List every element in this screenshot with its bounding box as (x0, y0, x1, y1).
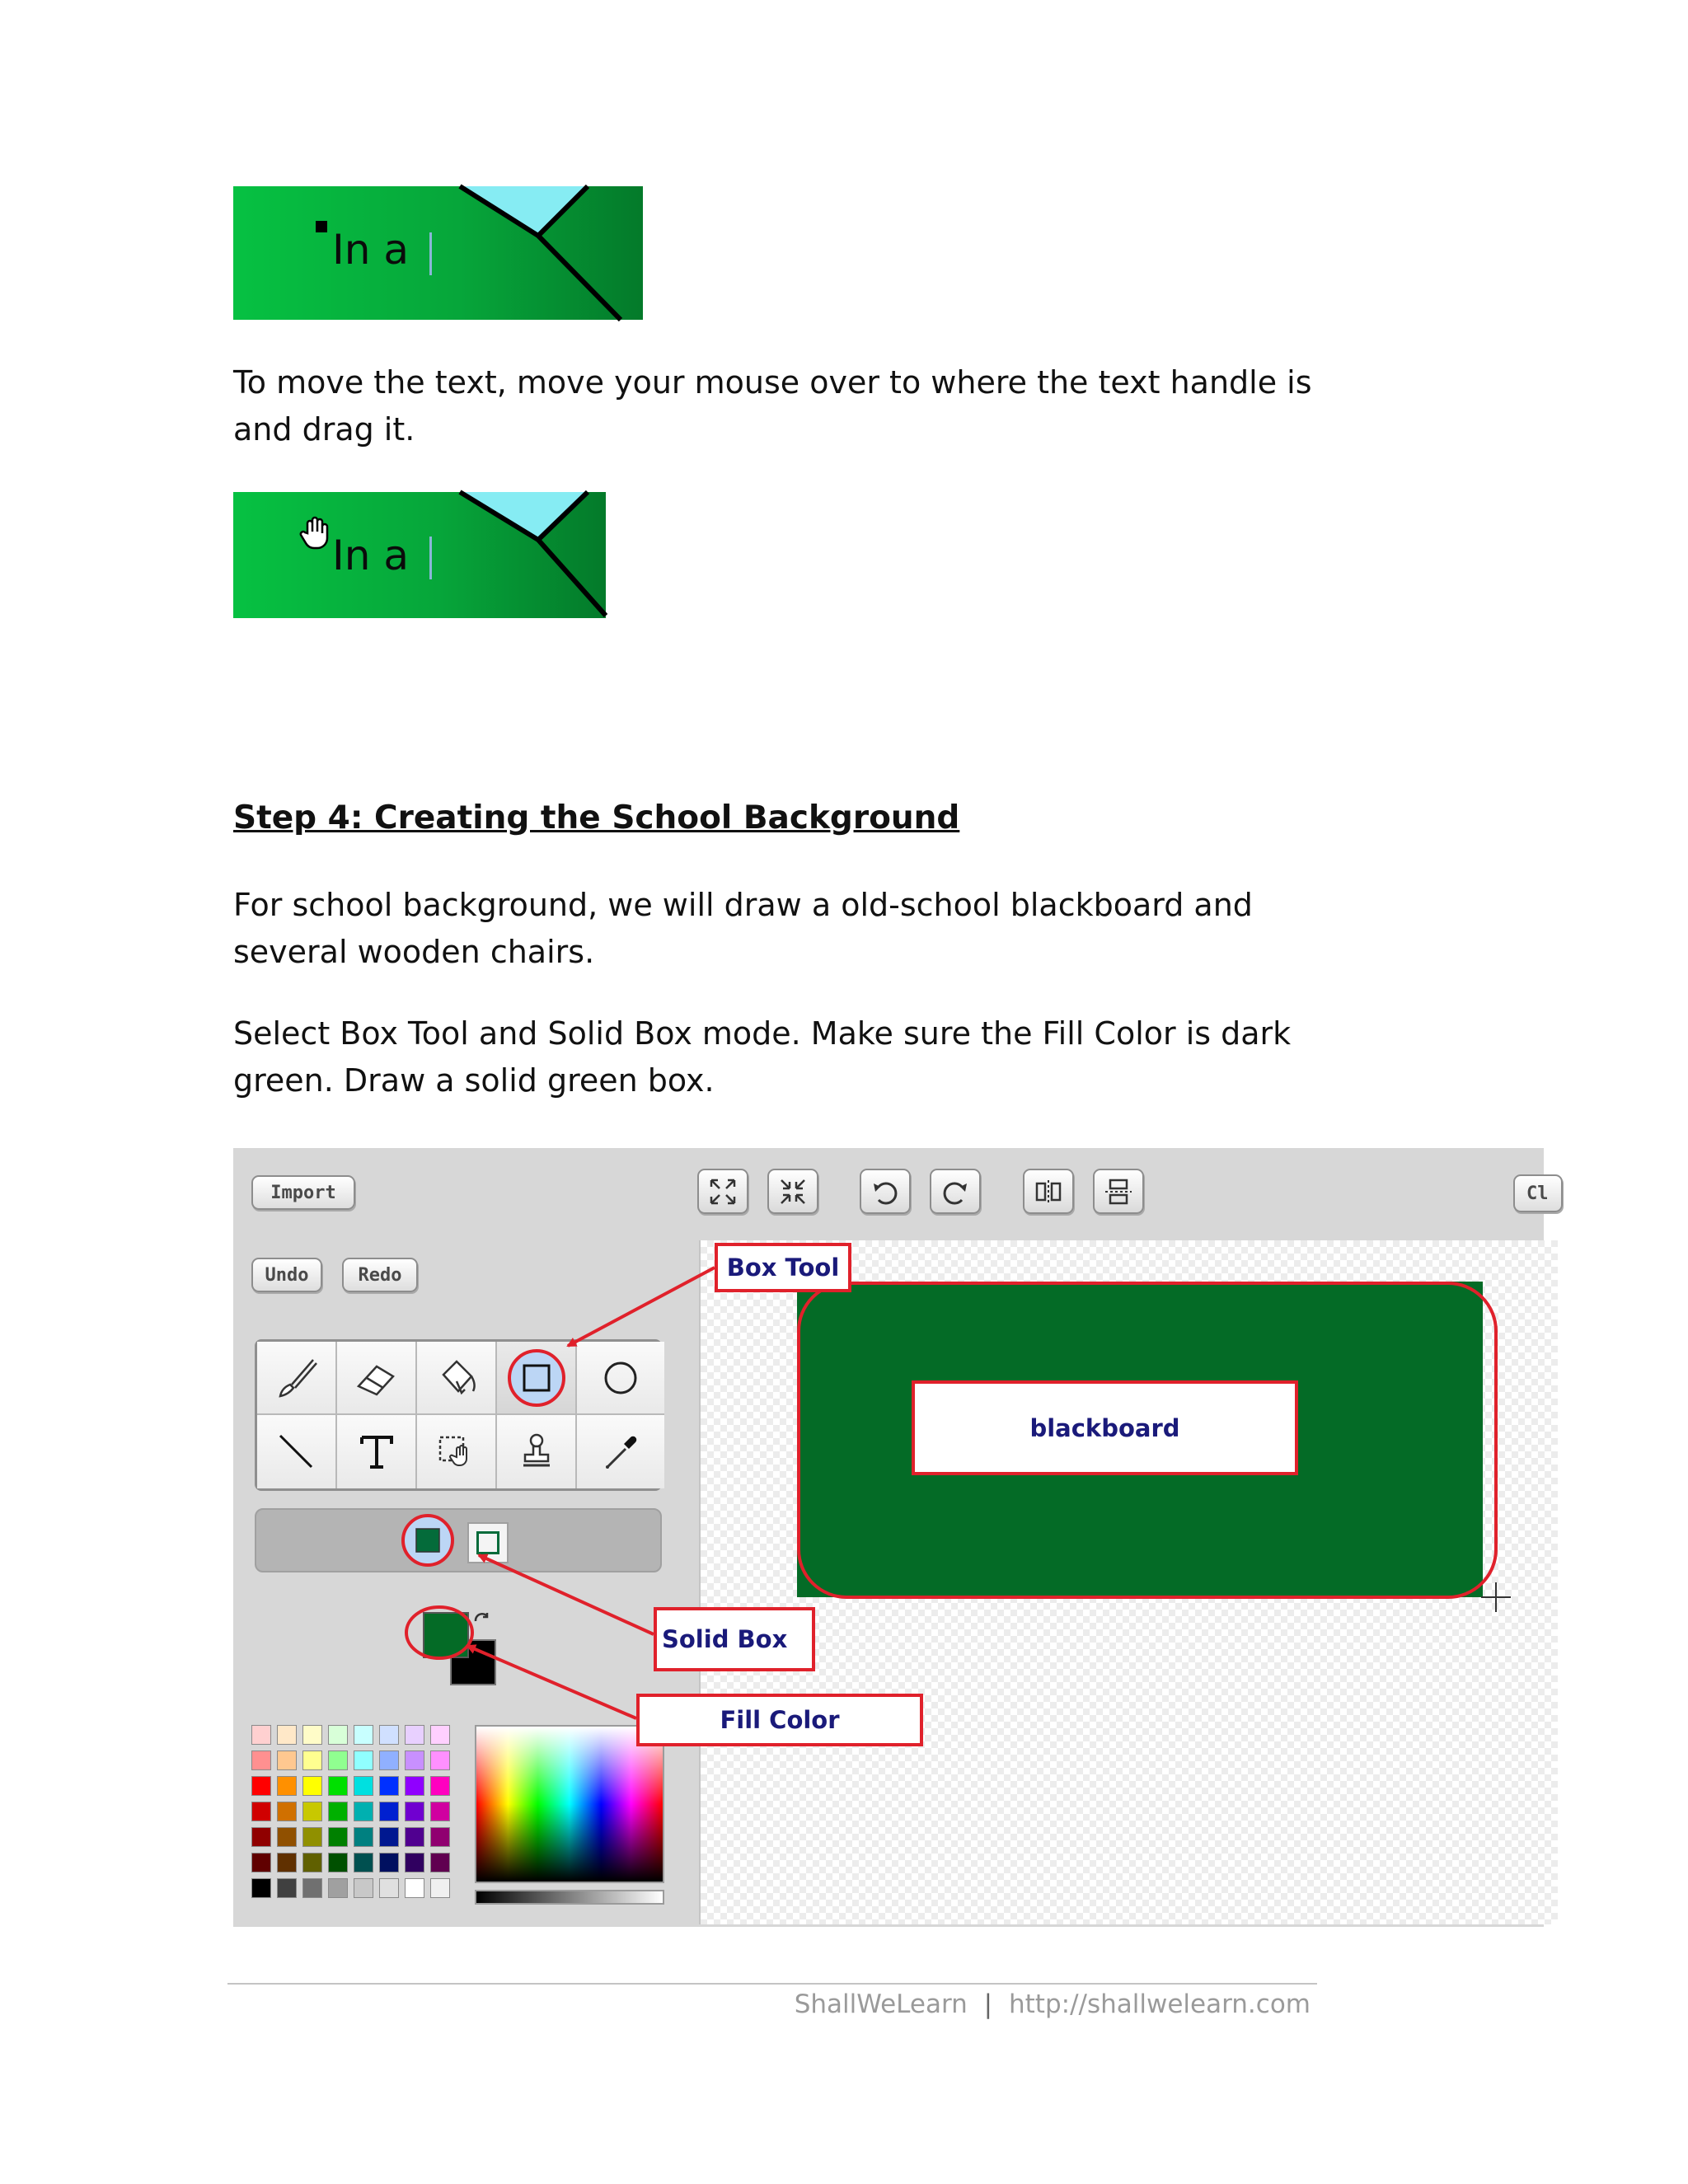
palette-swatch[interactable] (251, 1776, 271, 1796)
drawing-canvas[interactable] (699, 1240, 1558, 1924)
palette-swatch[interactable] (430, 1853, 450, 1872)
palette-swatch[interactable] (302, 1802, 322, 1821)
text-icon (352, 1427, 401, 1477)
palette-swatch[interactable] (277, 1776, 297, 1796)
solid-box-mode-icon[interactable] (399, 1511, 457, 1569)
eraser-tool[interactable] (337, 1342, 417, 1415)
palette-swatch[interactable] (302, 1853, 322, 1872)
palette-swatch[interactable] (405, 1750, 424, 1770)
paragraph-school-background: For school background, we will draw a old-school blackboard and several wooden chairs. (233, 887, 1253, 970)
redo-button[interactable]: Redo (342, 1258, 418, 1292)
text-tool[interactable] (337, 1415, 417, 1488)
shrink-icon (778, 1177, 808, 1207)
paragraph-select-box: Select Box Tool and Solid Box mode. Make sure the Fill Color is dark green. Draw a solid green box. (233, 1015, 1292, 1099)
footer-divider (227, 1983, 1317, 1985)
palette-swatch[interactable] (405, 1802, 424, 1821)
palette-swatch[interactable] (354, 1827, 373, 1847)
palette-swatch[interactable] (251, 1802, 271, 1821)
palette-swatch[interactable] (302, 1776, 322, 1796)
line-tool[interactable] (257, 1415, 337, 1488)
palette-swatch[interactable] (354, 1725, 373, 1745)
triangle-shape (233, 186, 643, 320)
hand-grab-icon[interactable] (299, 515, 332, 551)
palette-swatch[interactable] (277, 1853, 297, 1872)
palette-swatch[interactable] (277, 1827, 297, 1847)
palette-swatch[interactable] (354, 1750, 373, 1770)
palette-swatch[interactable] (379, 1878, 399, 1898)
import-button[interactable]: Import (251, 1175, 355, 1210)
color-palette[interactable] (251, 1725, 457, 1913)
fill-tool[interactable] (417, 1342, 497, 1415)
text-tool-screenshot-1 (233, 186, 643, 320)
callout-box-tool: Box Tool (715, 1243, 851, 1292)
palette-swatch[interactable] (277, 1878, 297, 1898)
palette-swatch[interactable] (277, 1725, 297, 1745)
paintbrush-tool[interactable] (257, 1342, 337, 1415)
fill-bucket-icon (432, 1353, 481, 1403)
palette-swatch[interactable] (251, 1878, 271, 1898)
palette-swatch[interactable] (379, 1827, 399, 1847)
shrink-canvas-button[interactable] (767, 1169, 818, 1214)
rotate-left-icon (870, 1177, 900, 1207)
palette-swatch[interactable] (405, 1725, 424, 1745)
palette-swatch[interactable] (277, 1802, 297, 1821)
triangle-shape (233, 492, 606, 618)
paint-editor-screenshot (233, 1148, 1549, 1927)
palette-swatch[interactable] (302, 1878, 322, 1898)
ellipse-icon (596, 1353, 645, 1403)
paragraph-move-text: To move the text, move your mouse over to where the text handle is and drag it. (233, 364, 1312, 448)
palette-swatch[interactable] (251, 1725, 271, 1745)
palette-swatch[interactable] (405, 1878, 424, 1898)
rotate-right-button[interactable] (930, 1169, 981, 1214)
palette-swatch[interactable] (379, 1725, 399, 1745)
palette-swatch[interactable] (354, 1776, 373, 1796)
palette-swatch[interactable] (328, 1878, 348, 1898)
palette-swatch[interactable] (251, 1853, 271, 1872)
palette-swatch[interactable] (430, 1725, 450, 1745)
palette-swatch[interactable] (430, 1750, 450, 1770)
palette-swatch[interactable] (302, 1725, 322, 1745)
box-mode-bar (255, 1508, 662, 1572)
select-icon (432, 1427, 481, 1477)
footer-url[interactable]: http://shallwelearn.com (1008, 1990, 1311, 2019)
select-tool[interactable] (417, 1415, 497, 1488)
palette-swatch[interactable] (328, 1802, 348, 1821)
clear-button[interactable]: Cl (1513, 1174, 1563, 1212)
color-picker[interactable] (475, 1725, 664, 1883)
stamp-icon (512, 1427, 561, 1477)
box-icon (508, 1349, 565, 1407)
outline-box-mode-icon[interactable] (467, 1522, 509, 1563)
palette-swatch[interactable] (430, 1827, 450, 1847)
callout-solid-box: Solid Box (654, 1607, 815, 1671)
sample-text: In a (332, 532, 409, 579)
palette-swatch[interactable] (354, 1802, 373, 1821)
palette-swatch[interactable] (354, 1878, 373, 1898)
palette-swatch[interactable] (328, 1750, 348, 1770)
palette-swatch[interactable] (379, 1750, 399, 1770)
palette-swatch[interactable] (430, 1776, 450, 1796)
outline-square-icon (476, 1531, 499, 1554)
footer-site-name: ShallWeLearn (794, 1990, 968, 2019)
palette-swatch[interactable] (277, 1750, 297, 1770)
flip-horizontal-icon (1032, 1177, 1065, 1207)
undo-button[interactable]: Undo (251, 1258, 322, 1292)
palette-swatch[interactable] (302, 1827, 322, 1847)
eyedropper-icon (596, 1427, 645, 1477)
line-icon (272, 1427, 321, 1477)
crosshair-cursor-icon (1479, 1581, 1512, 1614)
rotate-left-button[interactable] (860, 1169, 911, 1214)
paintbrush-icon (272, 1353, 321, 1403)
palette-swatch[interactable] (251, 1750, 271, 1770)
page-footer (659, 1990, 1311, 2019)
callout-fill-color: Fill Color (636, 1694, 923, 1746)
palette-swatch[interactable] (430, 1878, 450, 1898)
palette-swatch[interactable] (328, 1827, 348, 1847)
palette-swatch[interactable] (302, 1750, 322, 1770)
grayscale-ramp[interactable] (475, 1890, 664, 1905)
callout-blackboard: blackboard (912, 1380, 1298, 1475)
text-tool-screenshot-2 (233, 492, 606, 618)
tool-palette (255, 1339, 662, 1491)
expand-icon (708, 1177, 738, 1207)
palette-swatch[interactable] (405, 1827, 424, 1847)
fill-color-highlight (402, 1600, 476, 1666)
eraser-icon (352, 1353, 401, 1403)
palette-swatch[interactable] (379, 1853, 399, 1872)
text-cursor (429, 537, 432, 579)
grow-canvas-button[interactable] (697, 1169, 748, 1214)
flip-horizontal-button[interactable] (1023, 1169, 1074, 1214)
palette-swatch[interactable] (328, 1776, 348, 1796)
flip-vertical-button[interactable] (1093, 1169, 1144, 1214)
palette-swatch[interactable] (379, 1802, 399, 1821)
step-heading: Step 4: Creating the School Background (233, 799, 960, 837)
ellipse-tool[interactable] (577, 1342, 664, 1415)
eyedropper-tool[interactable] (577, 1415, 664, 1488)
box-tool[interactable] (497, 1342, 577, 1415)
footer-separator: | (983, 1990, 993, 2019)
flip-vertical-icon (1102, 1177, 1135, 1207)
text-handle-icon[interactable] (316, 221, 327, 232)
palette-swatch[interactable] (405, 1853, 424, 1872)
palette-swatch[interactable] (430, 1802, 450, 1821)
rotate-right-icon (940, 1177, 970, 1207)
palette-swatch[interactable] (379, 1776, 399, 1796)
palette-swatch[interactable] (328, 1725, 348, 1745)
stamp-tool[interactable] (497, 1415, 577, 1488)
text-cursor (429, 232, 432, 275)
sample-text: In a (332, 226, 409, 274)
palette-swatch[interactable] (328, 1853, 348, 1872)
palette-swatch[interactable] (354, 1853, 373, 1872)
palette-swatch[interactable] (251, 1827, 271, 1847)
palette-swatch[interactable] (405, 1776, 424, 1796)
